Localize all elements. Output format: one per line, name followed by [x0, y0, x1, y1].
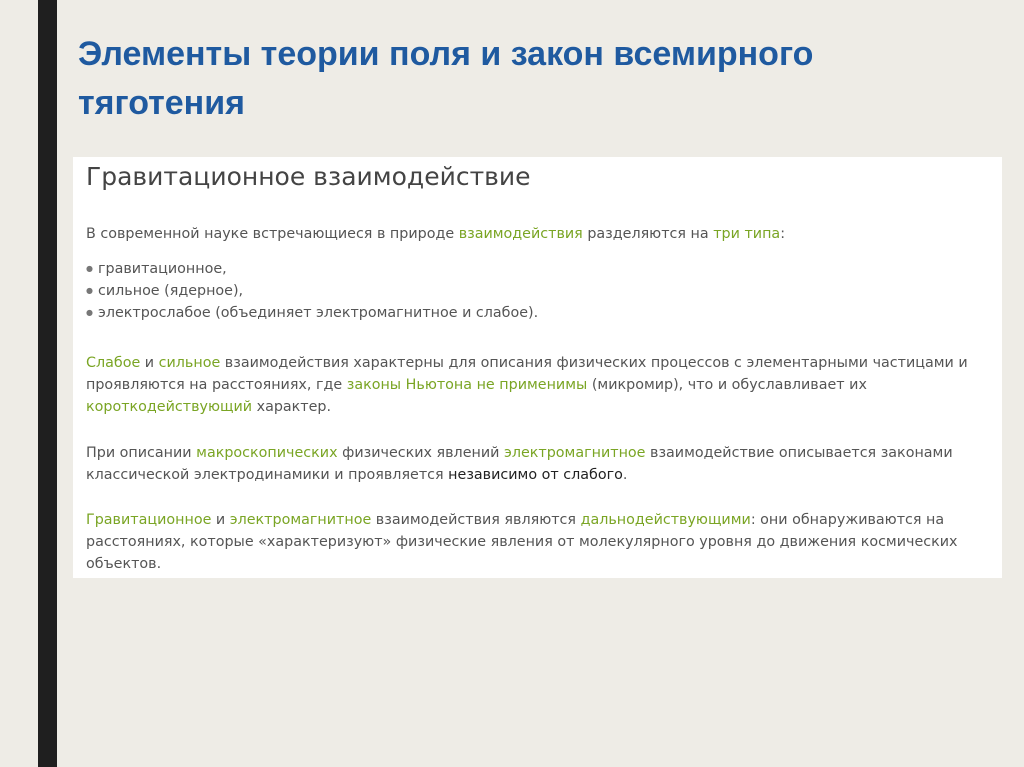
card-heading: Гравитационное взаимодействие: [86, 162, 531, 191]
slide-title: [78, 30, 978, 128]
list-item: ● сильное (ядерное),: [86, 280, 538, 302]
p4-text-1: и: [211, 512, 230, 528]
macroscopic-paragraph: [86, 442, 991, 486]
p3-text-2: физических явлений: [337, 445, 504, 461]
intro-paragraph: [86, 223, 991, 245]
link-electromagnetic[interactable]: электромагнитное: [503, 445, 646, 461]
p4-text-2: взаимодействия являются: [371, 512, 581, 528]
p2-text-1: и: [140, 355, 159, 371]
link-short-range[interactable]: короткодействующий: [86, 399, 253, 415]
slide-title-line-1: Элементы теории поля и закон всемирного: [78, 35, 814, 73]
p3-text-1: При описании: [86, 445, 197, 461]
slide-title-line-2: тяготения: [78, 84, 245, 122]
content-card: [73, 157, 1002, 578]
p3-text-3: взаимодействие описывается законами классической электродинамики и проявляется: [86, 445, 953, 483]
link-interactions[interactable]: взаимодействия: [458, 226, 583, 242]
link-gravitational[interactable]: Гравитационное: [86, 512, 212, 528]
p4-text-3: : они обнаруживаются на расстояниях, которые «характеризуют» физические явления от молекулярного уровня до движения космических объектов.: [86, 512, 958, 572]
emphasis-independent: независимо от слабого: [448, 467, 623, 483]
intro-text-3: :: [780, 226, 786, 242]
link-newton-laws[interactable]: законы Ньютона не применимы: [346, 377, 588, 393]
weak-strong-paragraph: [86, 352, 991, 418]
intro-text-1: В современной науке встречающиеся в природе: [86, 226, 459, 242]
p2-text-4: характер.: [252, 399, 332, 415]
left-accent-bar: [38, 0, 57, 767]
link-weak[interactable]: Слабое: [86, 355, 141, 371]
link-electromagnetic-2[interactable]: электромагнитное: [229, 512, 372, 528]
p2-text-2: взаимодействия характерны для описания физических процессов с элементарными частицами и проявляются на расстояниях, где: [86, 355, 968, 393]
p2-text-3: (микромир), что и обуславливает их: [587, 377, 867, 393]
link-long-range[interactable]: дальнодействующими: [580, 512, 751, 528]
link-macroscopic[interactable]: макроскопических: [196, 445, 338, 461]
link-three-types[interactable]: три типа: [713, 226, 781, 242]
intro-text-2: разделяются на: [582, 226, 714, 242]
link-strong[interactable]: сильное: [158, 355, 221, 371]
list-item: ● электрослабое (объединяет электромагнитное и слабое).: [86, 302, 538, 324]
p3-text-4: .: [622, 467, 628, 483]
long-range-paragraph: [86, 509, 991, 575]
list-item: ● гравитационное,: [86, 258, 538, 280]
interaction-types-list: [86, 258, 538, 324]
